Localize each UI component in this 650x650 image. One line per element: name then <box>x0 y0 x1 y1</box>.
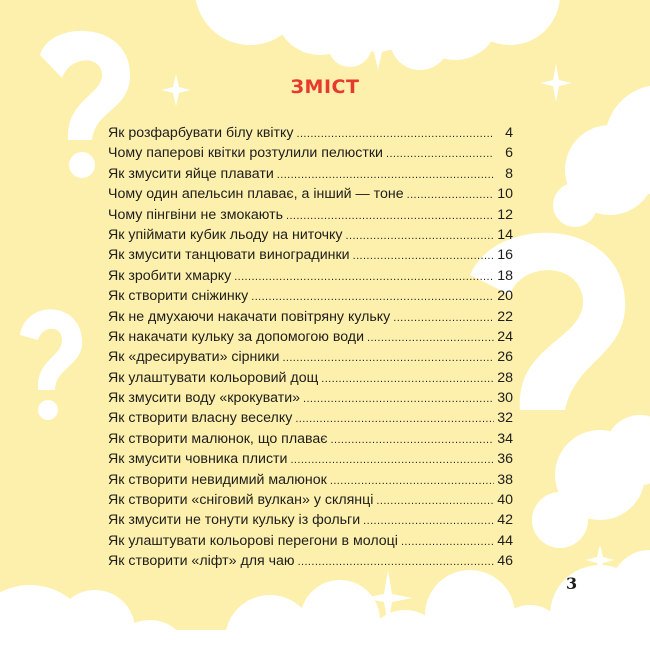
toc-leader-dots <box>401 536 494 548</box>
page-number: 3 <box>566 574 578 593</box>
toc-entry <box>108 431 513 451</box>
toc-entry-page: 14 <box>497 226 513 243</box>
toc-leader-dots <box>330 475 494 487</box>
toc-leader-dots <box>386 148 494 160</box>
toc-entry-page: 18 <box>497 267 513 284</box>
toc-entry-page: 22 <box>497 308 513 325</box>
toc-entry-title: Як змусити яйце плавати <box>108 165 274 182</box>
toc-entry-title: Як розфарбувати білу квітку <box>108 125 294 141</box>
toc-entry-title: Чому паперові квітки розтулили пелюстки <box>108 145 383 162</box>
toc-leader-dots <box>367 332 494 344</box>
toc-entry-title: Як не дмухаючи накачати повітряну кульку <box>108 308 391 325</box>
toc-entry-title: Як зробити хмарку <box>108 267 232 284</box>
toc-leader-dots <box>393 312 494 324</box>
toc-entry <box>108 370 513 390</box>
toc-entry <box>108 512 513 532</box>
toc-leader-dots <box>321 373 494 385</box>
toc-entry-title: Як змусити не тонути кульку із фольги <box>108 512 361 529</box>
toc-entry-page: 46 <box>497 553 513 570</box>
toc-entry <box>108 227 513 247</box>
toc-entry <box>108 553 513 573</box>
toc-entry <box>108 390 513 410</box>
toc-entry-title: Як створити сніжинку <box>108 288 249 305</box>
toc-entry-title: Як створити «сніговий вулкан» у склянці <box>108 492 374 509</box>
toc-leader-dots <box>297 128 495 140</box>
toc-entry <box>108 288 513 308</box>
toc-entry <box>108 309 513 329</box>
cloud-icon <box>553 85 650 227</box>
toc-leader-dots <box>298 556 494 568</box>
toc-entry-page: 34 <box>497 430 513 447</box>
toc-leader-dots <box>331 434 494 446</box>
toc-entry-title: Як упіймати кубик льоду на ниточку <box>108 226 343 243</box>
toc-entry-title: Як створити «ліфт» для чаю <box>108 553 295 570</box>
toc-entry-page: 4 <box>505 125 513 141</box>
toc-entry <box>108 166 513 186</box>
toc-entry <box>108 533 513 553</box>
toc-leader-dots <box>376 495 494 507</box>
page-title: ЗМІСТ <box>290 76 360 98</box>
toc-entry-page: 30 <box>497 390 513 407</box>
toc-leader-dots <box>353 250 494 262</box>
toc-leader-dots <box>363 515 494 527</box>
toc-entry-page: 8 <box>505 165 513 182</box>
toc-entry-page: 16 <box>497 247 513 264</box>
toc-entry-title: Як створити невидимий малюнок <box>108 471 327 488</box>
toc-entry-title: Як створити малюнок, що плаває <box>108 430 328 447</box>
toc-entry <box>108 207 513 227</box>
toc-entry-page: 20 <box>497 288 513 305</box>
toc-entry-title: Як улаштувати кольоровий дощ <box>108 369 319 386</box>
toc-entry-page: 44 <box>497 532 513 549</box>
toc-entry <box>108 349 513 369</box>
toc-entry-page: 12 <box>497 206 513 223</box>
toc-leader-dots <box>303 393 494 405</box>
question-mark-icon <box>20 309 82 420</box>
toc-leader-dots <box>407 189 494 201</box>
toc-entry-page: 28 <box>497 369 513 386</box>
toc-entry-title: Як накачати кульку за допомогою води <box>108 328 364 345</box>
toc-entry <box>108 145 513 165</box>
toc-entry-title: Як створити власну веселку <box>108 410 293 427</box>
toc-leader-dots <box>251 291 494 303</box>
toc-entry <box>108 410 513 430</box>
toc-entry <box>108 451 513 471</box>
toc-entry <box>108 186 513 206</box>
toc-entry <box>108 472 513 492</box>
toc-entry-page: 26 <box>497 349 513 366</box>
toc-leader-dots <box>286 210 494 222</box>
toc-entry-page: 24 <box>497 328 513 345</box>
toc-entry-title: Як «дресирувати» сірники <box>108 349 280 366</box>
toc-entry-title: Як змусити човника плисти <box>108 451 288 468</box>
toc-leader-dots <box>282 352 494 364</box>
toc-entry <box>108 492 513 512</box>
toc-leader-dots <box>295 413 494 425</box>
toc-entry-page: 6 <box>505 145 513 162</box>
toc-leader-dots <box>234 271 494 283</box>
toc-entry-page: 42 <box>497 512 513 529</box>
toc-leader-dots <box>346 230 494 242</box>
toc-entry-page: 38 <box>497 471 513 488</box>
toc-entry-title: Чому пінгвіни не змокають <box>108 206 283 223</box>
toc-entry <box>108 268 513 288</box>
toc-entry-page: 36 <box>497 451 513 468</box>
toc-entry-title: Як улаштувати кольорові перегони в молоці <box>108 532 398 549</box>
toc-entry-page: 32 <box>497 410 513 427</box>
toc-entry <box>108 125 513 145</box>
toc-leader-dots <box>290 454 494 466</box>
toc-entry-title: Чому один апельсин плаває, а інший — тоне <box>108 186 404 203</box>
toc-entry <box>108 329 513 349</box>
toc-entry-page: 40 <box>497 492 513 509</box>
toc-leader-dots <box>277 169 494 181</box>
table-of-contents <box>108 125 513 574</box>
toc-entry-title: Як змусити танцювати виноградинки <box>108 247 350 264</box>
toc-entry-title: Як змусити воду «крокувати» <box>108 390 301 407</box>
toc-entry-page: 10 <box>497 186 513 203</box>
toc-entry <box>108 247 513 267</box>
